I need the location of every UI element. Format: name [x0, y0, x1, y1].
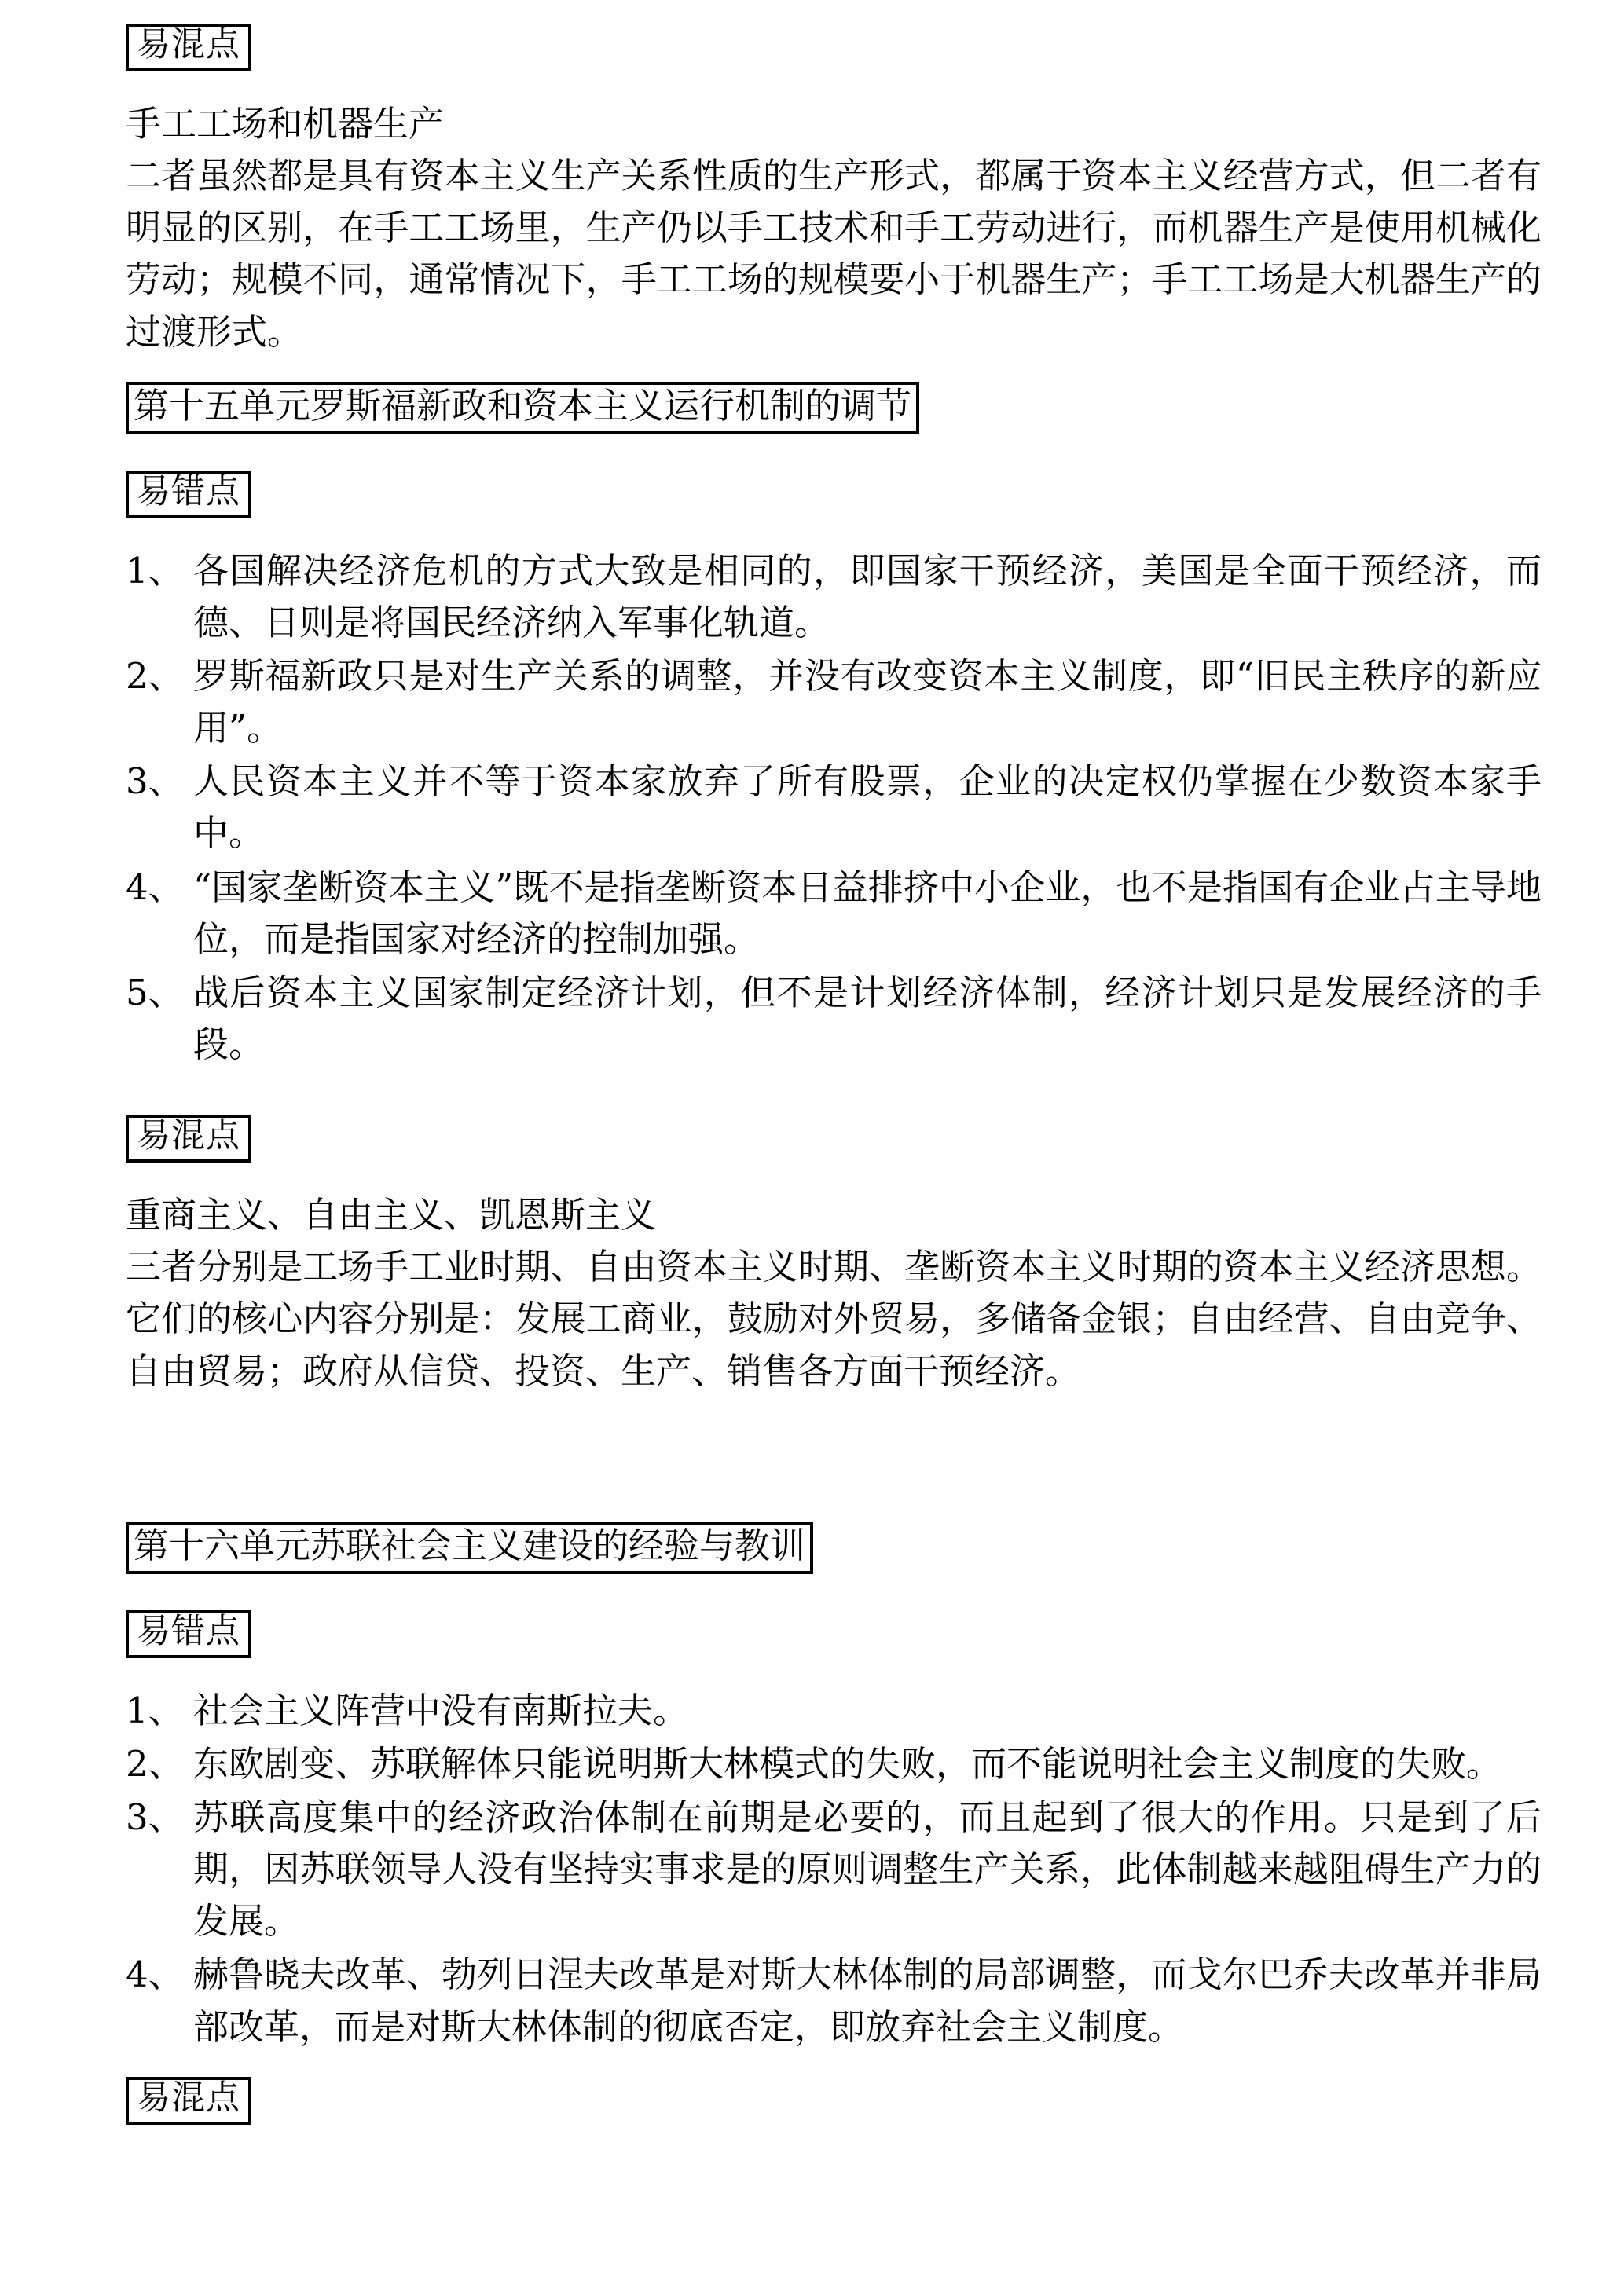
list-item-marker: 4、	[126, 1954, 184, 1996]
spacer	[126, 1421, 1542, 1522]
list-item-text: 罗斯福新政只是对生产关系的调整，并没有改变资本主义制度，即“旧民主秩序的新应用”。	[193, 654, 1542, 749]
section-tag-row	[126, 1115, 1542, 1163]
tag-badge-yicuodian: 易错点	[126, 1610, 251, 1658]
tag-badge-yicuodian: 易错点	[126, 471, 251, 518]
paragraph-title: 重商主义、自由主义、凯恩斯主义	[126, 1194, 657, 1236]
numbered-list-unit-16	[126, 1685, 1542, 2053]
paragraph-body: 三者分别是工场手工业时期、自由资本主义时期、垄断资本主义时期的资本主义经济思想。它们的核心内容分别是：发展工商业，鼓励对外贸易，多储备金银；自由经营、自由竞争、自由贸易；政府从信贷、投资、生产、销售各方面干预经济。	[126, 1246, 1542, 1392]
list-item-text: 各国解决经济危机的方式大致是相同的，即国家干预经济，美国是全面干预经济，而德、日则是将国民经济纳入军事化轨道。	[193, 549, 1542, 643]
list-item	[126, 545, 1542, 649]
list-item	[126, 967, 1542, 1071]
list-item-text: 东欧剧变、苏联解体只能说明斯大林模式的失败，而不能说明社会主义制度的失败。	[193, 1742, 1502, 1785]
paragraph-body: 二者虽然都是具有资本主义生产关系性质的生产形式，都属于资本主义经营方式，但二者有明显的区别，在手工工场里，生产仍以手工技术和手工劳动进行，而机器生产是使用机械化劳动；规模不同，通常情况下，手工工场的规模要小于机器生产；手工工场是大机器生产的过渡形式。	[126, 155, 1542, 353]
unit-title-15: 第十五单元罗斯福新政和资本主义运行机制的调节	[126, 382, 919, 434]
list-item	[126, 1949, 1542, 2052]
list-item-text: 社会主义阵营中没有南斯拉夫。	[193, 1689, 689, 1731]
list-item-marker: 1、	[126, 549, 184, 591]
section-tag-row	[126, 1610, 1542, 1658]
list-item-text: “国家垄断资本主义”既不是指垄断资本日益排挤中小企业，也不是指国有企业占主导地位，而是指国家对经济的控制加强。	[193, 866, 1542, 960]
unit-title-row-16	[126, 1522, 1542, 1574]
unit-title-16: 第十六单元苏联社会主义建设的经验与教训	[126, 1522, 813, 1574]
list-item-marker: 4、	[126, 866, 184, 908]
numbered-list-unit-15	[126, 545, 1542, 1071]
paragraph-title: 手工工场和机器生产	[126, 103, 445, 145]
paragraph-block-handicraft	[126, 98, 1542, 358]
unit-title-row-15	[126, 382, 1542, 434]
tag-badge-yihundian: 易混点	[126, 2077, 251, 2125]
spacer	[126, 1094, 1542, 1115]
list-item-text: 战后资本主义国家制定经济计划，但不是计划经济体制，经济计划只是发展经济的手段。	[193, 971, 1542, 1065]
section-tag-row	[126, 2077, 1542, 2125]
list-item-marker: 3、	[126, 1796, 184, 1838]
list-item-text: 人民资本主义并不等于资本家放弃了所有股票，企业的决定权仍掌握在少数资本家手中。	[193, 760, 1542, 855]
list-item	[126, 1792, 1542, 1947]
list-item-marker: 1、	[126, 1689, 184, 1731]
list-item	[126, 1738, 1542, 1790]
list-item-text: 赫鲁晓夫改革、勃列日涅夫改革是对斯大林体制的局部调整，而戈尔巴乔夫改革并非局部改革，而是对斯大林体制的彻底否定，即放弃社会主义制度。	[193, 1954, 1542, 2048]
list-item	[126, 756, 1542, 859]
list-item	[126, 650, 1542, 754]
list-item-text: 苏联高度集中的经济政治体制在前期是必要的，而且起到了很大的作用。只是到了后期，因苏联领导人没有坚持实事求是的原则调整生产关系，此体制越来越阻碍生产力的发展。	[193, 1796, 1542, 1943]
list-item-marker: 2、	[126, 1742, 184, 1785]
tag-badge-yihundian: 易混点	[126, 1115, 251, 1163]
list-item-marker: 2、	[126, 654, 184, 697]
paragraph-block-mercantilism	[126, 1189, 1542, 1397]
section-tag-row	[126, 471, 1542, 518]
list-item	[126, 862, 1542, 965]
tag-badge-yihundian: 易混点	[126, 24, 251, 71]
list-item-marker: 5、	[126, 971, 184, 1013]
list-item	[126, 1685, 1542, 1737]
list-item-marker: 3、	[126, 760, 184, 803]
section-tag-row	[126, 24, 1542, 71]
